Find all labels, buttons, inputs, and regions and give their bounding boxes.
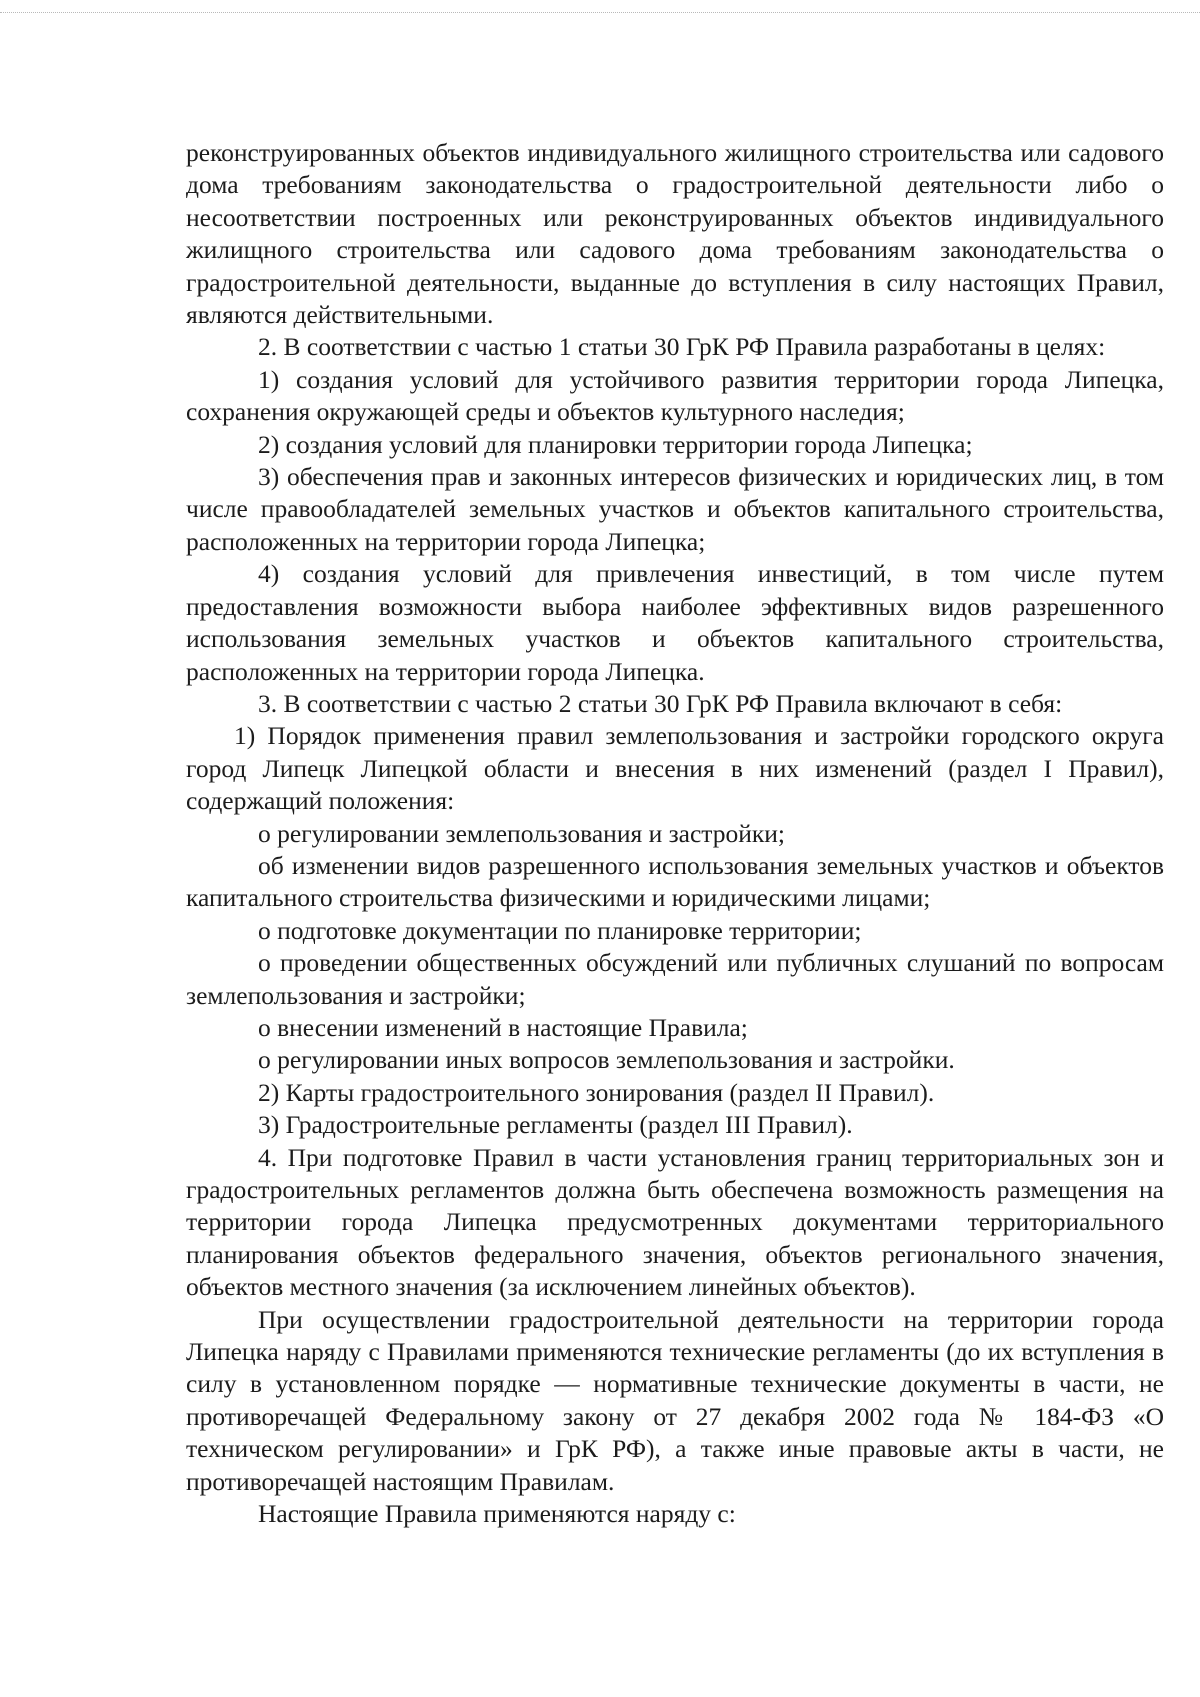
paragraph-subitem-3-2: 2) Карты градостроительного зонирования (раздел II Правил). bbox=[258, 1077, 935, 1107]
paragraph-provision-4: о проведении общественных обсуждений или публичных слушаний по вопросам землепользования и застройки; bbox=[186, 948, 1164, 1010]
paragraph-provision-3: о подготовке документации по планировке территории; bbox=[258, 915, 862, 945]
paragraph-provision-1: о регулировании землепользования и застройки; bbox=[258, 818, 786, 848]
paragraph-item-2: 2. В соответствии с частью 1 статьи 30 ГрК РФ Правила разработаны в целях: bbox=[258, 332, 1106, 362]
paragraph-subitem-2-4: 4) создания условий для привлечения инвестиций, в том числе путем предоставления возможности выбора наиболее эффективных видов разрешенного использования земельных участков и объектов капитального строительства, расположенных на территории города Липецка. bbox=[186, 559, 1164, 686]
paragraph-continuation: реконструированных объектов индивидуального жилищного строительства или садового дома требованиям законодательства о градостроительной деятельности либо о несоответствии построенных или реконструированных объектов индивидуального жилищного строительства или садового дома требованиям законодательства о градостроительной деятельности, выданные до вступления в силу настоящих Правил, являются действительными. bbox=[186, 138, 1164, 330]
paragraph-provision-2: об изменении видов разрешенного использования земельных участков и объектов капитального строительства физическими и юридическими лицами; bbox=[186, 850, 1164, 913]
document-body bbox=[186, 137, 1164, 1530]
paragraph-item-4: 4. При подготовке Правил в части установления границ территориальных зон и градостроительных регламентов должна быть обеспечена возможность размещения на территории города Липецка предусмотренных документами территориального планирования объектов федерального значения, объектов регионального значения, объектов местного значения (за исключением линейных объектов). bbox=[186, 1142, 1164, 1302]
paragraph-provision-5: о внесении изменений в настоящие Правила; bbox=[258, 1012, 748, 1042]
paragraph-technical-regulations: При осуществлении градостроительной деятельности на территории города Липецка наряду с Правилами применяются технические регламенты (до их вступления в силу в установленном порядке — нормативные технические документы в части, не противоречащей Федеральному закону от 27 декабря 2002 года № 184-ФЗ «О техническом регулировании» и ГрК РФ), а также иные правовые акты в части, не противоречащей настоящим Правилам. bbox=[186, 1304, 1164, 1496]
paragraph-item-3: 3. В соответствии с частью 2 статьи 30 ГрК РФ Правила включают в себя: bbox=[258, 688, 1063, 718]
paragraph-subitem-3-1: 1) Порядок применения правил землепользования и застройки городского округа город Липецк Липецкой области и внесения в них изменений (раздел I Правил), содержащий положения: bbox=[186, 721, 1164, 816]
paragraph-subitem-2-2: 2) создания условий для планировки территории города Липецка; bbox=[258, 429, 973, 459]
paragraph-subitem-2-3: 3) обеспечения прав и законных интересов физических и юридических лиц, в том числе правообладателей земельных участков и объектов капитального строительства, расположенных на территории города Липецка; bbox=[186, 462, 1164, 556]
paragraph-applied-along-with: Настоящие Правила применяются наряду с: bbox=[258, 1499, 736, 1529]
paragraph-subitem-3-3: 3) Градостроительные регламенты (раздел III Правил). bbox=[258, 1110, 853, 1140]
paragraph-provision-6: о регулировании иных вопросов землепользования и застройки. bbox=[258, 1045, 955, 1075]
scan-edge-line bbox=[0, 12, 1200, 13]
paragraph-subitem-2-1: 1) создания условий для устойчивого развития территории города Липецка, сохранения окружающей среды и объектов культурного наследия; bbox=[186, 364, 1164, 427]
